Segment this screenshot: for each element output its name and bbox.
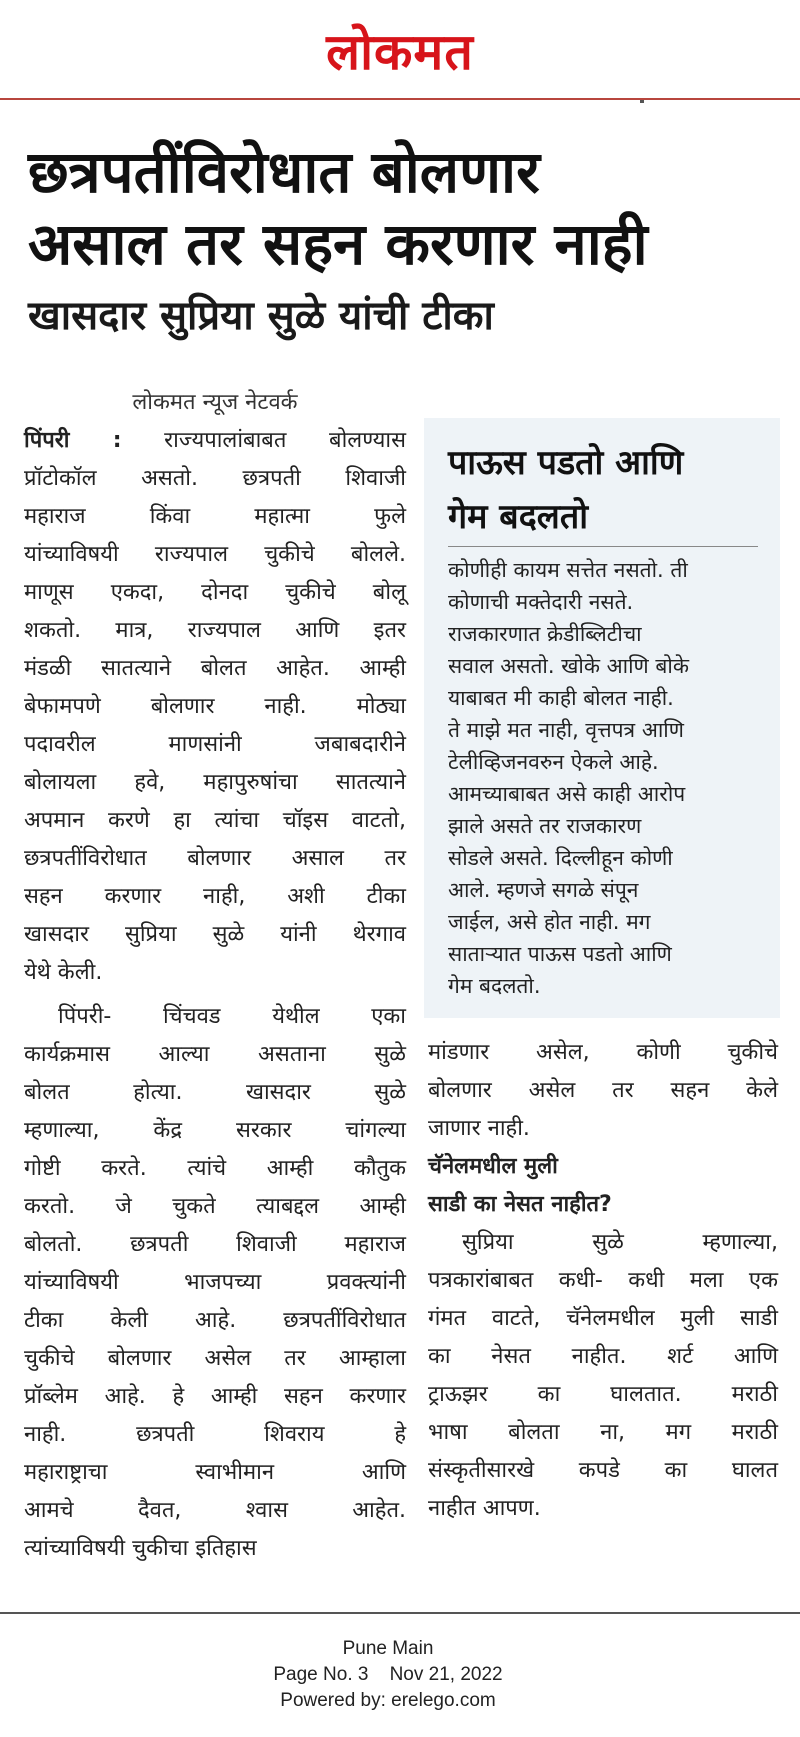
paragraph-2: [24, 998, 406, 1568]
text-line: सोडले असते. दिल्लीहून कोणी: [448, 846, 673, 870]
text-line: सहन करणार नाही, अशी टीका: [24, 884, 406, 909]
text-line: जाणार नाही.: [428, 1116, 530, 1141]
text-line: टेलीव्हिजनवरुन ऐकले आहे.: [448, 750, 659, 774]
sidebar-divider: [448, 546, 758, 547]
text-line: झाले असते तर राजकारण: [448, 814, 642, 838]
headline-line-1: छत्रपतींविरोधात बोलणार: [28, 138, 540, 206]
text-line: करतो. जे चुकते त्याबद्दल आम्ही: [24, 1194, 406, 1219]
text-line: सुप्रिया सुळे म्हणाल्या,: [462, 1230, 778, 1255]
text-line: बेफामपणे बोलणार नाही. मोठ्या: [24, 694, 406, 719]
text-line: त्यांच्याविषयी चुकीचा इतिहास: [24, 1536, 257, 1561]
paragraph-3: [428, 1224, 778, 1528]
text-line: याबाबत मी काही बोलत नाही.: [448, 686, 674, 710]
text-line: म्हणाल्या, केंद्र सरकार चांगल्या: [24, 1118, 406, 1143]
text-line: माणूस एकदा, दोनदा चुकीचे बोलू: [24, 580, 406, 605]
text-line: ट्राऊझर का घालतात. मराठी: [428, 1382, 778, 1407]
subheading: [428, 1148, 778, 1224]
text-line: नाहीत आपण.: [428, 1496, 541, 1521]
publish-date: Nov 21, 2022: [389, 1664, 503, 1685]
text-line: प्रॉब्लेम आहे. हे आम्ही सहन करणार: [24, 1384, 406, 1409]
text-line: बोलणार असेल तर सहन केले: [428, 1078, 778, 1103]
headline: [28, 136, 788, 280]
continuation-text: [428, 1034, 778, 1148]
text-line: छत्रपतींविरोधात बोलणार असाल तर: [24, 846, 406, 871]
text-line: शकतो. मात्र, राज्यपाल आणि इतर: [24, 618, 406, 643]
text-line: आले. म्हणजे सगळे संपून: [448, 878, 639, 902]
text-line: [24, 422, 406, 460]
sidebar-box: [424, 418, 780, 1018]
sidebar-title: [448, 436, 683, 544]
text-line: प्रॉटोकॉल असतो. छत्रपती शिवाजी: [24, 466, 406, 491]
text-line: गेम बदलतो: [448, 497, 589, 537]
text-line: राजकारणात क्रेडीब्लिटीचा: [448, 622, 642, 646]
text-line: चुकीचे बोलणार असेल तर आम्हाला: [24, 1346, 406, 1371]
lokmat-logo: लोकमत: [326, 23, 474, 81]
dateline: पिंपरी :: [24, 428, 122, 453]
text-line: साताऱ्यात पाऊस पडतो आणि: [448, 942, 672, 966]
text-line: आमच्याबाबत असे काही आरोप: [448, 782, 686, 806]
edition-name: Pune Main: [342, 1638, 434, 1659]
byline: लोकमत न्यूज नेटवर्क: [132, 390, 298, 415]
right-column: [428, 1034, 778, 1528]
text-line: बोलायला हवे, महापुरुषांचा सातत्याने: [24, 770, 406, 795]
text-line: सवाल असतो. खोके आणि बोके: [448, 654, 689, 678]
text-line: मंडळी सातत्याने बोलत आहेत. आम्ही: [24, 656, 406, 681]
text-line: यांच्याविषयी भाजपच्या प्रवक्त्यांनी: [24, 1270, 406, 1295]
powered-by: Powered by: erelego.com: [280, 1690, 496, 1711]
sidebar-body: [448, 554, 689, 1002]
text-run: राज्यपालांबाबत बोलण्यास: [164, 428, 406, 453]
page-info: [238, 1662, 538, 1688]
text-line: चॅनेलमधील मुली: [428, 1154, 558, 1179]
headline-line-2: असाल तर सहन करणार नाही: [28, 210, 648, 278]
text-line: कोणीही कायम सत्तेत नसतो. ती: [448, 558, 688, 582]
text-line: खासदार सुप्रिया सुळे यांनी थेरगाव: [24, 922, 406, 947]
left-column: [24, 384, 406, 1568]
page-number: Page No. 3: [273, 1664, 369, 1685]
text-line: बोलत होत्या. खासदार सुळे: [24, 1080, 406, 1105]
text-line: नाही. छत्रपती शिवराय हे: [24, 1422, 406, 1447]
text-line: पत्रकारांबाबत कधी- कधी मला एक: [428, 1268, 778, 1293]
text-line: गोष्टी करते. त्यांचे आम्ही कौतुक: [24, 1156, 406, 1181]
text-line: पिंपरी- चिंचवड येथील एका: [58, 1004, 406, 1029]
text-line: येथे केली.: [24, 960, 103, 985]
text-line: कार्यक्रमास आल्या असताना सुळे: [24, 1042, 406, 1067]
text-line: का नेसत नाहीत. शर्ट आणि: [428, 1344, 778, 1369]
subheadline: खासदार सुप्रिया सुळे यांची टीका: [28, 293, 494, 339]
text-line: गंमत वाटते, चॅनेलमधील मुली साडी: [428, 1306, 778, 1331]
text-line: साडी का नेसत नाहीत?: [428, 1192, 612, 1217]
text-line: पाऊस पडतो आणि: [448, 443, 684, 483]
text-line: भाषा बोलता ना, मग मराठी: [428, 1420, 778, 1445]
footer: [238, 1636, 538, 1714]
text-line: जाईल, असे होत नाही. मग: [448, 910, 651, 934]
text-line: अपमान करणे हा त्यांचा चॉइस वाटतो,: [24, 808, 406, 833]
text-line: महाराष्ट्राचा स्वाभीमान आणि: [24, 1460, 406, 1485]
paragraph-1: [24, 422, 406, 992]
text-line: महाराज किंवा महात्मा फुले: [24, 504, 406, 529]
divider-mark: [640, 100, 644, 103]
text-line: ते माझे मत नाही, वृत्तपत्र आणि: [448, 718, 684, 742]
text-line: पदावरील माणसांनी जबाबदारीने: [24, 732, 406, 757]
text-line: बोलतो. छत्रपती शिवाजी महाराज: [24, 1232, 406, 1257]
text-line: मांडणार असेल, कोणी चुकीचे: [428, 1040, 778, 1065]
text-line: यांच्याविषयी राज्यपाल चुकीचे बोलले.: [24, 542, 406, 567]
text-line: संस्कृतीसारखे कपडे का घालत: [428, 1458, 778, 1483]
text-line: टीका केली आहे. छत्रपतींविरोधात: [24, 1308, 406, 1333]
text-line: कोणाची मक्तेदारी नसते.: [448, 590, 634, 614]
bottom-divider: [0, 1612, 800, 1614]
text-line: आमचे दैवत, श्वास आहेत.: [24, 1498, 406, 1523]
text-line: गेम बदलतो.: [448, 974, 541, 998]
masthead-divider: [0, 98, 800, 100]
